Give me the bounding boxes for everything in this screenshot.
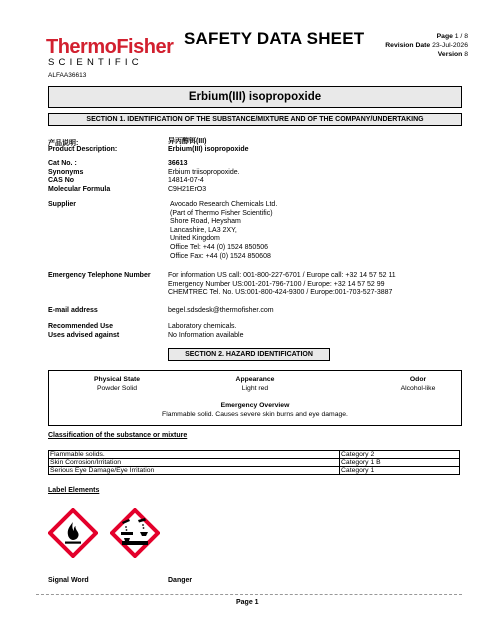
- table-row: [49, 459, 460, 467]
- page-value: 1 / 8: [454, 33, 468, 40]
- company-logo: ThermoFisher: [46, 36, 174, 58]
- physical-state-value: Powder Solid: [96, 384, 138, 392]
- supplier-address: [170, 201, 277, 261]
- supplier-line: Shore Road, Heysham: [170, 218, 241, 226]
- emergency-overview-value: Flammable solid. Causes severe skin burns and eye damage.: [162, 410, 348, 418]
- classification-table: [48, 450, 460, 475]
- version-label: Version: [437, 51, 463, 58]
- product-description-label: Product Description:: [48, 146, 118, 153]
- emergency-overview: [49, 402, 461, 419]
- hazard-class-cell: Serious Eye Damage/Eye Irritation: [49, 467, 340, 475]
- odor-value: Alcohol-like: [400, 384, 436, 392]
- cat-no-value: 36613: [168, 160, 188, 167]
- supplier-label: Supplier: [48, 201, 77, 208]
- emergency-line-1: For information US call: 001-800-227-6701 / Europe call: +32 14 57 52 11: [168, 272, 396, 279]
- product-name: Erbium(III) isopropoxide: [188, 91, 322, 103]
- supplier-line: Office Fax: +44 (0) 1524 850608: [170, 252, 271, 260]
- page-label: Page: [436, 33, 453, 40]
- synonyms-label: Synonyms: [48, 168, 84, 176]
- uses-advised-against-value: No Information available: [168, 331, 244, 339]
- section2-title: SECTION 2. HAZARD IDENTIFICATION: [185, 351, 313, 358]
- supplier-line: United Kingdom: [170, 235, 220, 243]
- supplier-line: (Part of Thermo Fisher Scientific): [170, 209, 273, 217]
- label-elements-title: Label Elements: [48, 487, 100, 494]
- appearance: [213, 376, 297, 393]
- appearance-label: Appearance: [235, 376, 275, 383]
- supplier-line: Avocado Research Chemicals Ltd.: [170, 201, 278, 208]
- section1-title: SECTION 1. IDENTIFICATION OF THE SUBSTANCE/MIXTURE AND OF THE COMPANY/UNDERTAKING: [86, 116, 424, 123]
- version: [438, 51, 468, 58]
- footer-divider: [36, 594, 462, 595]
- emergency-phone-value: [168, 272, 396, 298]
- company-logo-subtitle: SCIENTIFIC: [48, 57, 143, 68]
- cas-no-label: CAS No: [48, 177, 75, 184]
- document-title: SAFETY DATA SHEET: [184, 29, 365, 48]
- revision-label: Revision Date: [385, 42, 431, 49]
- email-value[interactable]: begel.sdsdesk@thermofisher.com: [168, 307, 274, 314]
- recommended-use-value: Laboratory chemicals.: [168, 323, 237, 330]
- emergency-overview-label: Emergency Overview: [220, 402, 290, 409]
- product-name-box: [48, 86, 462, 108]
- flame-pictogram-icon: [48, 508, 98, 558]
- cat-no-label: Cat No. :: [48, 160, 77, 167]
- table-row: [49, 467, 460, 475]
- section2-header: [168, 348, 330, 361]
- hazard-class-cell: Flammable solids.: [49, 451, 340, 459]
- molecular-formula-label: Molecular Formula: [48, 185, 111, 193]
- revision-value: 23-Jul-2026: [432, 42, 468, 49]
- supplier-line: Office Tel: +44 (0) 1524 850506: [170, 243, 269, 251]
- version-value: 8: [464, 51, 468, 58]
- hazard-category-cell: Category 1: [340, 467, 460, 475]
- signal-word-value: Danger: [168, 577, 193, 584]
- page-indicator: [437, 33, 468, 40]
- product-description-value: Erbium(III) isopropoxide: [168, 146, 249, 153]
- supplier-line: Lancashire, LA3 2XY,: [170, 226, 237, 234]
- molecular-formula-value: C9H21ErO3: [168, 185, 207, 193]
- emergency-line-3: CHEMTREC Tel. No. US:001-800-424-9300 / Europe:001-703-527-3887: [168, 289, 393, 297]
- odor-label: Odor: [409, 376, 427, 383]
- uses-advised-against-label: Uses advised against: [48, 331, 120, 339]
- hazard-category-cell: Category 1 B: [340, 459, 460, 467]
- hazard-category-cell: Category 2: [340, 451, 460, 459]
- product-code: ALFAA36613: [48, 72, 87, 79]
- corrosion-pictogram-icon: [110, 508, 160, 558]
- hazard-summary-box: [48, 370, 462, 426]
- cn-value: 异丙醇铒(III): [168, 138, 207, 145]
- odor: [379, 376, 457, 393]
- section1-header: [48, 113, 462, 126]
- revision-date: [385, 42, 468, 49]
- cas-no-value: 14814-07-4: [168, 177, 204, 184]
- footer-page-number: Page 1: [236, 599, 259, 606]
- emergency-phone-label: Emergency Telephone Number: [48, 272, 151, 279]
- recommended-use-label: Recommended Use: [48, 323, 113, 330]
- email-label: E-mail address: [48, 307, 98, 314]
- signal-word-label: Signal Word: [48, 577, 89, 584]
- table-row: [49, 451, 460, 459]
- cn-label: 产品说明:: [48, 140, 79, 147]
- classification-title: Classification of the substance or mixture: [48, 432, 188, 439]
- synonyms-value: Erbium triisopropoxide.: [168, 168, 240, 176]
- emergency-line-2: Emergency Number US:001-201-796-7100 / Europe: +32 14 57 52 99: [168, 280, 385, 288]
- appearance-value: Light red: [241, 384, 269, 392]
- hazard-class-cell: Skin Corrosion/Irritation: [49, 459, 340, 467]
- physical-state-label: Physical State: [93, 376, 141, 383]
- physical-state: [75, 376, 159, 393]
